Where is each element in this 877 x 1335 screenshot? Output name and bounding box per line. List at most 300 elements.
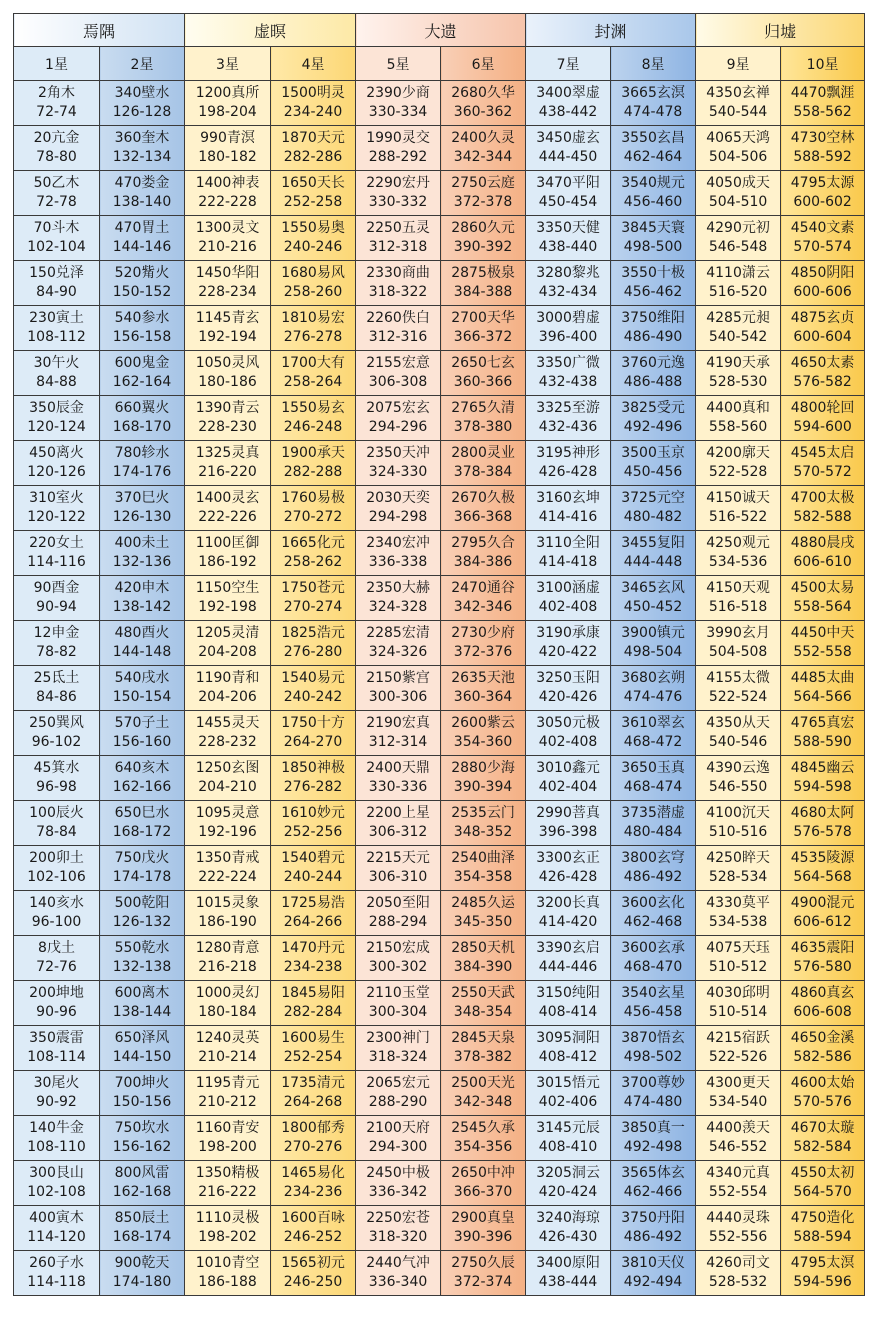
- cell-range: 186-188: [198, 1274, 257, 1290]
- cell-name: 1250玄图: [195, 760, 260, 776]
- cell-range: 318-322: [368, 284, 428, 300]
- table-row: [14, 891, 865, 936]
- cell-name: 640亥木: [114, 760, 170, 776]
- cell-name: 3550十极: [621, 265, 685, 281]
- cell-name: 3750维阳: [621, 310, 685, 326]
- cell-range: 462-464: [623, 149, 683, 165]
- table-cell: [100, 261, 185, 306]
- table-cell: [14, 261, 100, 306]
- table-cell: [185, 846, 271, 891]
- cell-name: 4485太曲: [790, 670, 855, 686]
- table-cell: [441, 486, 526, 531]
- table-cell: [271, 1116, 356, 1161]
- cell-name: 300艮山: [29, 1165, 84, 1181]
- cell-range: 138-140: [112, 194, 172, 210]
- cell-range: 450-454: [538, 194, 598, 210]
- cell-name: 3400翠虚: [536, 85, 600, 101]
- table-cell: [356, 1206, 441, 1251]
- table-cell: [526, 1071, 611, 1116]
- cell-range: 492-494: [623, 1274, 683, 1290]
- table-cell: [441, 306, 526, 351]
- cell-name: 2850天机: [451, 940, 515, 956]
- cell-range: 324-326: [368, 644, 428, 660]
- cell-range: 264-268: [283, 1094, 343, 1110]
- table-cell: [781, 846, 865, 891]
- table-cell: [526, 936, 611, 981]
- cell-range: 132-136: [112, 554, 172, 570]
- cell-name: 1195青元: [195, 1075, 260, 1091]
- cell-name: 540参水: [114, 310, 170, 326]
- table-cell: [441, 171, 526, 216]
- cell-name: 2860久元: [451, 220, 515, 236]
- cell-range: 204-206: [198, 689, 257, 705]
- cell-range: 552-556: [708, 1229, 768, 1245]
- cell-name: 4550太初: [790, 1165, 855, 1181]
- cell-range: 234-238: [283, 959, 343, 975]
- cell-range: 264-270: [283, 734, 343, 750]
- cell-name: 1750苍元: [281, 580, 345, 596]
- table-cell: [356, 216, 441, 261]
- star-header-4: 4星: [271, 47, 356, 81]
- table-cell: [100, 531, 185, 576]
- table-cell: [14, 531, 100, 576]
- table-cell: [356, 396, 441, 441]
- cell-name: 2750久辰: [451, 1255, 515, 1271]
- cell-name: 650泽风: [114, 1030, 170, 1046]
- table-cell: [781, 261, 865, 306]
- table-row: [14, 576, 865, 621]
- cell-name: 3205洞云: [536, 1165, 600, 1181]
- cell-name: 1565初元: [281, 1255, 345, 1271]
- table-cell: [14, 1026, 100, 1071]
- cell-range: 252-254: [283, 1049, 343, 1065]
- cell-range: 486-492: [623, 869, 683, 885]
- cell-range: 558-564: [793, 599, 852, 615]
- cell-name: 3990玄月: [706, 625, 770, 641]
- cell-name: 470胃土: [114, 220, 170, 236]
- table-cell: [611, 666, 696, 711]
- table-row: [14, 81, 865, 126]
- cell-range: 318-324: [368, 1049, 428, 1065]
- cell-name: 360奎木: [114, 130, 170, 146]
- cell-range: 126-130: [112, 509, 172, 525]
- cell-range: 270-276: [283, 1139, 343, 1155]
- cell-name: 3600玄承: [621, 940, 685, 956]
- cell-range: 324-330: [368, 464, 428, 480]
- cell-range: 282-288: [283, 464, 343, 480]
- cell-name: 2450中极: [366, 1165, 430, 1181]
- table-cell: [781, 81, 865, 126]
- cell-range: 300-302: [368, 959, 428, 975]
- cell-range: 432-438: [538, 374, 598, 390]
- table-cell: [441, 396, 526, 441]
- cell-name: 4545太启: [790, 445, 855, 461]
- cell-name: 260子水: [29, 1255, 84, 1271]
- cell-range: 552-558: [793, 644, 852, 660]
- table-cell: [271, 891, 356, 936]
- cell-range: 150-152: [112, 284, 172, 300]
- cell-name: 250巽风: [29, 715, 84, 731]
- cell-name: 2990菩真: [536, 805, 600, 821]
- cell-range: 168-172: [112, 824, 172, 840]
- cell-range: 594-600: [793, 419, 852, 435]
- cell-name: 4190天承: [706, 355, 770, 371]
- table-cell: [100, 981, 185, 1026]
- table-cell: [14, 1071, 100, 1116]
- cell-name: 2110玉堂: [366, 985, 430, 1001]
- table-cell: [611, 801, 696, 846]
- cell-range: 516-518: [708, 599, 768, 615]
- cell-range: 144-146: [112, 239, 172, 255]
- table-row: [14, 306, 865, 351]
- table-cell: [441, 531, 526, 576]
- cell-range: 570-572: [793, 464, 852, 480]
- table-cell: [526, 441, 611, 486]
- cell-name: 2875极泉: [451, 265, 515, 281]
- cell-range: 420-424: [538, 1184, 598, 1200]
- cell-range: 498-500: [623, 239, 683, 255]
- cell-range: 426-428: [538, 869, 598, 885]
- cell-name: 3200长真: [536, 895, 600, 911]
- table-cell: [14, 936, 100, 981]
- table-cell: [611, 216, 696, 261]
- cell-range: 576-582: [793, 374, 852, 390]
- table-row: [14, 126, 865, 171]
- cell-range: 324-328: [368, 599, 428, 615]
- cell-name: 2050至阳: [366, 895, 430, 911]
- cell-range: 120-124: [27, 419, 86, 435]
- table-cell: [100, 1026, 185, 1071]
- group-header-dayi: 大遗: [356, 14, 526, 47]
- cell-name: 2075宏玄: [366, 400, 430, 416]
- cell-name: 1280青意: [195, 940, 260, 956]
- cell-name: 4635震阳: [790, 940, 855, 956]
- cell-range: 276-282: [283, 779, 343, 795]
- cell-name: 1540易元: [281, 670, 345, 686]
- table-cell: [526, 801, 611, 846]
- cell-name: 1735清元: [281, 1075, 345, 1091]
- cell-name: 3110全阳: [536, 535, 600, 551]
- cell-name: 3800玄穹: [621, 850, 685, 866]
- table-cell: [526, 1206, 611, 1251]
- cell-name: 1095灵意: [195, 805, 260, 821]
- table-cell: [441, 666, 526, 711]
- cell-name: 2285宏清: [366, 625, 430, 641]
- cell-name: 450离火: [29, 445, 84, 461]
- table-cell: [781, 936, 865, 981]
- cell-name: 2765久清: [451, 400, 515, 416]
- table-cell: [696, 1251, 781, 1296]
- cell-range: 606-610: [793, 554, 852, 570]
- cell-name: 4390云逸: [706, 760, 770, 776]
- cell-range: 276-278: [283, 329, 343, 345]
- cell-name: 3600玄化: [621, 895, 685, 911]
- table-cell: [611, 1251, 696, 1296]
- table-cell: [441, 1116, 526, 1161]
- cell-range: 486-492: [623, 1229, 683, 1245]
- table-cell: [696, 171, 781, 216]
- cell-name: 2250五灵: [366, 220, 430, 236]
- cell-name: 2680久华: [451, 85, 515, 101]
- cell-name: 4795太源: [790, 175, 855, 191]
- table-cell: [526, 1116, 611, 1161]
- table-cell: [526, 711, 611, 756]
- cell-name: 4650金溪: [790, 1030, 855, 1046]
- cell-range: 480-482: [623, 509, 683, 525]
- table-cell: [781, 1161, 865, 1206]
- cell-range: 402-404: [538, 779, 598, 795]
- table-cell: [185, 1161, 271, 1206]
- cell-name: 2600紫云: [451, 715, 515, 731]
- table-cell: [185, 756, 271, 801]
- table-cell: [271, 1161, 356, 1206]
- cell-range: 396-398: [538, 824, 598, 840]
- cell-range: 366-368: [453, 509, 513, 525]
- table-cell: [185, 711, 271, 756]
- table-cell: [185, 126, 271, 171]
- table-cell: [611, 1026, 696, 1071]
- cell-range: 78-80: [36, 149, 77, 165]
- cell-name: 1350青戒: [195, 850, 260, 866]
- table-cell: [271, 1071, 356, 1116]
- cell-name: 140亥水: [29, 895, 84, 911]
- cell-range: 438-444: [538, 1274, 598, 1290]
- cell-range: 126-132: [112, 914, 172, 930]
- cell-name: 4670太璇: [790, 1120, 855, 1136]
- cell-name: 2750云庭: [451, 175, 515, 191]
- cell-name: 990青溟: [200, 130, 255, 146]
- table-cell: [356, 81, 441, 126]
- cell-name: 470娄金: [114, 175, 170, 191]
- cell-range: 300-304: [368, 1004, 428, 1020]
- cell-range: 144-150: [112, 1049, 172, 1065]
- cell-range: 228-232: [198, 734, 257, 750]
- table-cell: [441, 936, 526, 981]
- cell-name: 750坎水: [114, 1120, 170, 1136]
- cell-name: 4750造化: [790, 1210, 855, 1226]
- table-cell: [696, 81, 781, 126]
- cell-range: 312-316: [368, 329, 428, 345]
- cell-name: 1550易玄: [281, 400, 345, 416]
- cell-range: 504-506: [708, 149, 768, 165]
- cell-range: 438-440: [538, 239, 598, 255]
- cell-name: 550乾水: [114, 940, 170, 956]
- cell-name: 3095洞阳: [536, 1030, 600, 1046]
- table-cell: [696, 261, 781, 306]
- cell-range: 552-554: [708, 1184, 768, 1200]
- table-cell: [441, 801, 526, 846]
- cell-name: 2200上星: [366, 805, 430, 821]
- cell-range: 306-308: [368, 374, 428, 390]
- table-row: [14, 531, 865, 576]
- group-header-guixu: 归墟: [696, 14, 865, 47]
- cell-range: 360-366: [453, 374, 513, 390]
- cell-name: 1700大有: [281, 355, 345, 371]
- cell-name: 800风雷: [114, 1165, 170, 1181]
- table-cell: [14, 621, 100, 666]
- table-cell: [526, 846, 611, 891]
- cell-range: 576-580: [793, 959, 852, 975]
- cell-name: 4540文素: [790, 220, 855, 236]
- table-cell: [271, 1026, 356, 1071]
- table-cell: [100, 1251, 185, 1296]
- table-cell: [696, 576, 781, 621]
- table-cell: [611, 486, 696, 531]
- cell-range: 228-230: [198, 419, 257, 435]
- cell-name: 1870天元: [281, 130, 345, 146]
- table-row: [14, 441, 865, 486]
- cell-name: 4350从天: [706, 715, 770, 731]
- table-cell: [526, 891, 611, 936]
- table-cell: [611, 891, 696, 936]
- group-header-xuming: 虚暝: [185, 14, 356, 47]
- table-cell: [781, 891, 865, 936]
- cell-name: 2150紫宫: [366, 670, 430, 686]
- cell-name: 350辰金: [29, 400, 84, 416]
- cell-range: 288-290: [368, 1094, 428, 1110]
- table-cell: [271, 351, 356, 396]
- table-cell: [441, 1206, 526, 1251]
- cell-range: 510-514: [708, 1004, 768, 1020]
- table-cell: [271, 486, 356, 531]
- cell-name: 45箕水: [33, 760, 80, 776]
- table-cell: [781, 801, 865, 846]
- cell-range: 354-360: [453, 734, 513, 750]
- table-cell: [696, 531, 781, 576]
- cell-range: 270-272: [283, 509, 343, 525]
- table-cell: [14, 576, 100, 621]
- cell-range: 534-538: [708, 914, 768, 930]
- cell-range: 522-524: [708, 689, 768, 705]
- table-cell: [526, 396, 611, 441]
- table-cell: [696, 666, 781, 711]
- cell-range: 234-236: [283, 1184, 343, 1200]
- cell-name: 4450中天: [790, 625, 855, 641]
- table-cell: [185, 1116, 271, 1161]
- cell-range: 204-210: [198, 779, 257, 795]
- cell-name: 1010青空: [195, 1255, 260, 1271]
- cell-range: 174-176: [112, 464, 172, 480]
- cell-name: 4600太始: [790, 1075, 855, 1091]
- cell-name: 1725易浩: [281, 895, 345, 911]
- table-cell: [100, 486, 185, 531]
- cell-range: 108-112: [27, 329, 86, 345]
- cell-name: 4900混元: [790, 895, 855, 911]
- cell-range: 306-312: [368, 824, 428, 840]
- cell-range: 522-526: [708, 1049, 768, 1065]
- cell-range: 138-142: [112, 599, 172, 615]
- table-cell: [781, 486, 865, 531]
- cell-name: 1325灵真: [195, 445, 260, 461]
- cell-name: 1110灵极: [195, 1210, 260, 1226]
- cell-name: 2030天奕: [366, 490, 430, 506]
- table-cell: [356, 531, 441, 576]
- cell-name: 1390青云: [195, 400, 260, 416]
- cell-range: 336-338: [368, 554, 428, 570]
- cell-range: 288-294: [368, 914, 428, 930]
- table-row: [14, 666, 865, 711]
- cell-name: 2350天冲: [366, 445, 430, 461]
- table-cell: [356, 981, 441, 1026]
- cell-range: 432-434: [538, 284, 598, 300]
- cell-name: 3760元逸: [621, 355, 685, 371]
- cell-name: 2650中冲: [451, 1165, 515, 1181]
- cell-range: 222-228: [198, 194, 257, 210]
- table-cell: [696, 891, 781, 936]
- table-cell: [441, 126, 526, 171]
- table-cell: [100, 171, 185, 216]
- cell-range: 96-102: [31, 734, 82, 750]
- cell-name: 3240海琼: [536, 1210, 600, 1226]
- cell-name: 4650太素: [790, 355, 855, 371]
- cell-range: 354-358: [453, 869, 513, 885]
- cell-range: 534-536: [708, 554, 768, 570]
- cell-name: 3540玄星: [621, 985, 685, 1001]
- cell-range: 396-400: [538, 329, 598, 345]
- cell-name: 4155太微: [706, 670, 770, 686]
- cell-range: 228-234: [198, 284, 257, 300]
- cell-range: 312-314: [368, 734, 428, 750]
- cell-range: 504-508: [708, 644, 768, 660]
- cell-range: 108-114: [27, 1049, 86, 1065]
- cell-name: 3010鑫元: [536, 760, 600, 776]
- table-cell: [441, 1251, 526, 1296]
- cell-range: 246-250: [283, 1274, 343, 1290]
- cell-name: 4535陵源: [790, 850, 855, 866]
- table-cell: [100, 576, 185, 621]
- table-cell: [696, 126, 781, 171]
- cell-name: 2845天泉: [451, 1030, 515, 1046]
- cell-range: 354-356: [453, 1139, 513, 1155]
- cell-name: 8戊土: [38, 940, 75, 956]
- table-cell: [271, 171, 356, 216]
- cell-range: 186-190: [198, 914, 257, 930]
- table-cell: [781, 1206, 865, 1251]
- cell-name: 4800轮回: [790, 400, 855, 416]
- cell-range: 264-266: [283, 914, 343, 930]
- cell-range: 408-414: [538, 1004, 598, 1020]
- table-cell: [185, 171, 271, 216]
- cell-name: 1600百咏: [281, 1210, 345, 1226]
- table-cell: [100, 891, 185, 936]
- cell-name: 3725元空: [621, 490, 685, 506]
- star-header-3: 3星: [185, 47, 271, 81]
- table-cell: [185, 261, 271, 306]
- cell-range: 456-458: [623, 1004, 683, 1020]
- cell-range: 492-496: [623, 419, 683, 435]
- table-cell: [696, 981, 781, 1026]
- cell-range: 546-550: [708, 779, 768, 795]
- cell-name: 140牛金: [29, 1120, 84, 1136]
- table-cell: [526, 1161, 611, 1206]
- table-row: [14, 1206, 865, 1251]
- cell-name: 3870悟玄: [621, 1030, 685, 1046]
- cell-name: 2800灵业: [451, 445, 515, 461]
- table-cell: [781, 576, 865, 621]
- table-cell: [356, 261, 441, 306]
- table-cell: [14, 891, 100, 936]
- table-cell: [611, 621, 696, 666]
- cell-name: 1810易宏: [281, 310, 345, 326]
- table-cell: [441, 756, 526, 801]
- table-cell: [100, 1206, 185, 1251]
- table-cell: [696, 846, 781, 891]
- cell-name: 4850阴阳: [790, 265, 855, 281]
- cell-name: 500乾阳: [114, 895, 170, 911]
- cell-range: 582-586: [793, 1049, 852, 1065]
- table-cell: [185, 351, 271, 396]
- table-cell: [185, 81, 271, 126]
